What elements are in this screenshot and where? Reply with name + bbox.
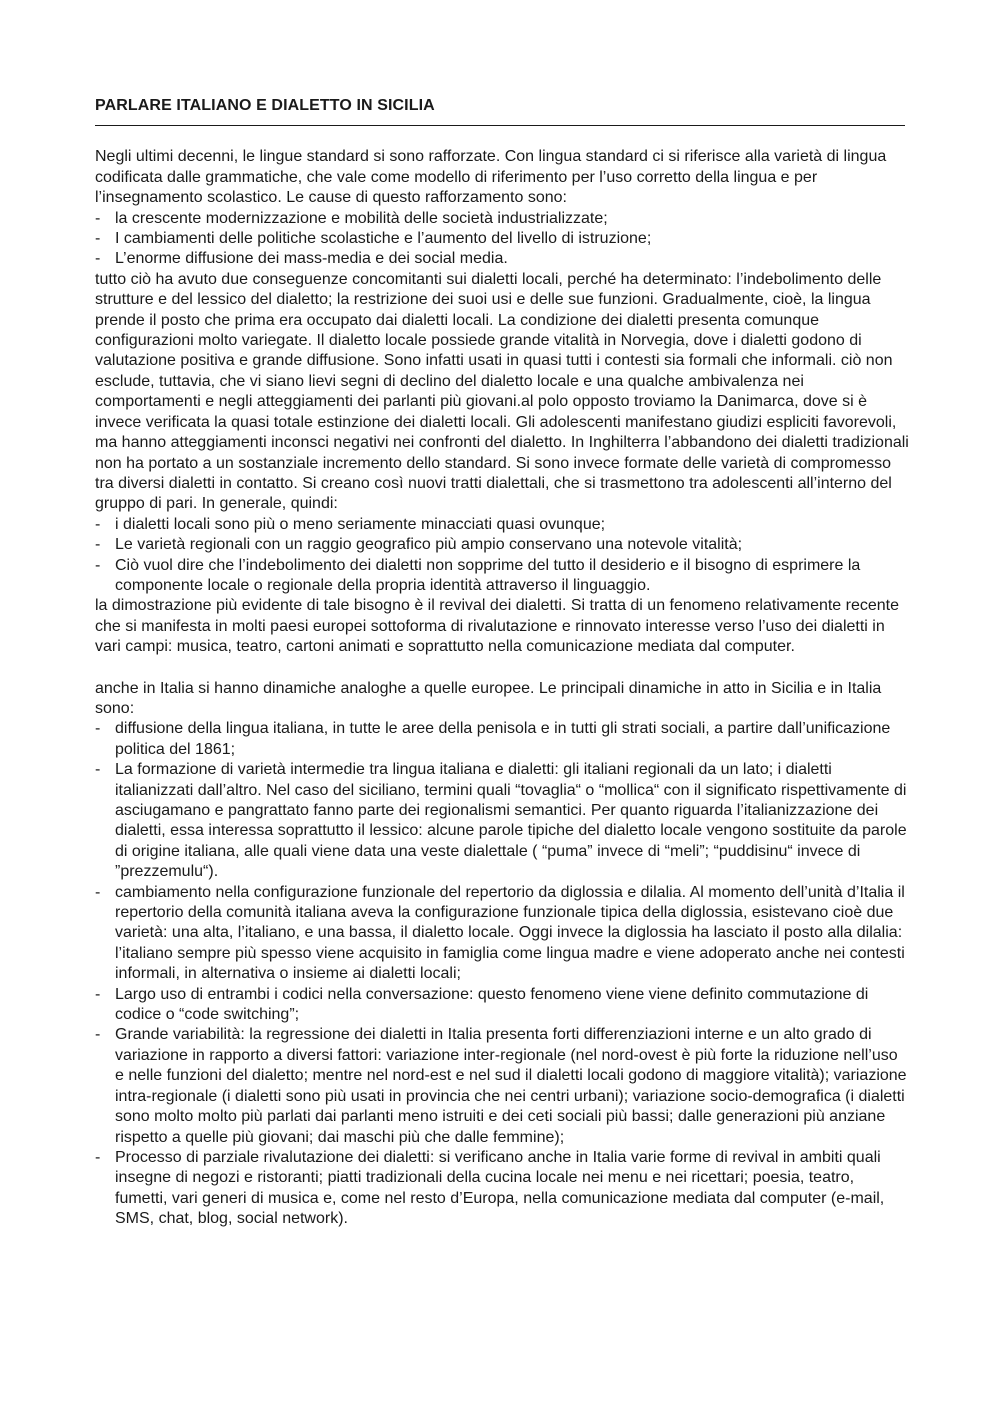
document-page <box>95 96 910 1230</box>
list-item <box>95 985 910 1026</box>
italy-intro-paragraph: anche in Italia si hanno dinamiche analoghe a quelle europee. Le principali dinamiche in atto in Sicilia e in Italia sono: <box>95 679 882 717</box>
revival-paragraph: la dimostrazione più evidente di tale bisogno è il revival dei dialetti. Si tratta di un fenomeno relativamente recente che si manifesta in molti paesi europei sottoforma di rivalutazione e rinnovato interesse verso l’uso dei dialetti in vari campi: musica, teatro, cartoni animati e soprattutto nella comunicazione mediata dal computer. <box>95 597 900 656</box>
bullet-dash: - <box>95 536 101 554</box>
list-item <box>95 535 910 555</box>
bullet-dash: - <box>95 1148 101 1166</box>
bullet-dash: - <box>95 1026 101 1044</box>
intro-paragraph: Negli ultimi decenni, le lingue standard si sono rafforzate. Con lingua standard ci si riferisce alla varietà di lingua codificata dalle grammatiche, che vale come modello di riferimento per l’uso corretto della lingua e per l’insegnamento scolastico. Le cause di questo rafforzamento sono: <box>95 148 887 207</box>
list-item-text: I cambiamenti delle politiche scolastiche e l’aumento del livello di istruzione; <box>115 230 652 248</box>
list-item <box>95 209 910 229</box>
consequences-paragraph: tutto ciò ha avuto due conseguenze concomitanti sui dialetti locali, perché ha determinato: l’indebolimento delle strutture e del lessico del dialetto; la restrizione dei suoi usi e delle sue funzioni. Gradualmente, cioè, la lingua prende il posto che prima era occupato dai dialetti locali. La condizione dei dialetti presenta comunque configurazioni molto variegate. Il dialetto locale possiede grande vitalità in Norvegia, dove i dialetti godono di valutazione positiva e grande diffusione. Sono infatti usati in quasi tutti i contesti sia formali che informali. ciò non esclude, tuttavia, che vi siano lievi segni di declino del dialetto locale e una qualche ambivalenza nei comportamenti e negli atteggiamenti dei parlanti più giovani.al polo opposto troviamo la Danimarca, dove si è invece verificata la quasi totale estinzione dei dialetti locali. Gli adolescenti manifestano giudizi espliciti favorevoli, ma hanno atteggiamenti inconsci negativi nei confronti del dialetto. In Inghilterra l’abbandono dei dialetti tradizionali non ha portato a un sostanziale incremento dello standard. Si sono invece formate delle varietà di compromesso tra diversi dialetti in contatto. Si creano così nuovi tratti dialettali, che si trasmettono tra adolescenti all’interno del gruppo di pari. In generale, quindi: <box>95 270 909 513</box>
page-title: PARLARE ITALIANO E DIALETTO IN SICILIA <box>95 97 435 114</box>
bullet-dash: - <box>95 250 101 268</box>
list-item-text: L’enorme diffusione dei mass-media e dei social media. <box>115 250 508 268</box>
italy-points-list <box>95 719 910 1229</box>
general-points-list <box>95 515 910 597</box>
bullet-dash: - <box>95 556 101 574</box>
bullet-dash: - <box>95 985 101 1003</box>
list-item-text: la crescente modernizzazione e mobilità delle società industrializzate; <box>115 209 608 227</box>
title-divider <box>95 125 905 126</box>
list-item <box>95 249 910 269</box>
bullet-dash: - <box>95 883 101 901</box>
list-item <box>95 883 910 985</box>
list-item <box>95 229 910 249</box>
bullet-dash: - <box>95 761 101 779</box>
list-item-text: Grande variabilità: la regressione dei dialetti in Italia presenta forti differenziazioni interne e un alto grado di variazione in rapporto a diversi fattori: variazione inter-regionale (nel nord-ovest è più forte la riduzione nell’uso e nelle funzioni del dialetto; mentre nel nord-est e nel sud il dialetti locali godono di maggiore vitalità); variazione intra-regionale (i dialetti sono più usati in provincia che nei centri urbani); variazione socio-demografica (i dialetti sono molto molto più parlati dai parlanti meno istruiti e dei ceti sociali più bassi; dalle generazioni più anziane rispetto a quelle più giovani; dai maschi più che dalle femmine); <box>115 1026 907 1146</box>
list-item <box>95 556 910 597</box>
list-item <box>95 1148 910 1230</box>
bullet-dash: - <box>95 230 101 248</box>
list-item-text: Processo di parziale rivalutazione dei dialetti: si verificano anche in Italia varie forme di revival in ambiti quali insegne di negozi e ristoranti; piatti tradizionali della cucina locale nei menu e nei ricettari; poesia, teatro, fumetti, vari generi di musica e, come nel resto d’Europa, nella comunicazione mediata dal computer (e-mail, SMS, chat, blog, social network). <box>115 1148 885 1228</box>
list-item <box>95 1025 910 1147</box>
bullet-dash: - <box>95 720 101 738</box>
list-item <box>95 719 910 760</box>
list-item-text: cambiamento nella configurazione funzionale del repertorio da diglossia e dilalia. Al momento dell’unità d’Italia il repertorio della comunità italiana aveva la configurazione funzionale tipica della diglossia, esistevano cioè due varietà: una alta, l’italiano, e una bassa, il dialetto locale. Oggi invece la diglossia ha lasciato il posto alla dilalia: l’italiano sempre più spesso viene acquisito in famiglia come lingua madre e viene adoperato anche nei contesti informali, in alternativa o insieme ai dialetti locali; <box>115 883 905 983</box>
list-item <box>95 760 910 882</box>
bullet-dash: - <box>95 209 101 227</box>
list-item-text: diffusione della lingua italiana, in tutte le aree della penisola e in tutti gli strati sociali, a partire dall’unificazione politica del 1861; <box>115 720 891 758</box>
paragraph-gap <box>95 658 910 679</box>
list-item <box>95 515 910 535</box>
causes-list <box>95 209 910 270</box>
list-item-text: Le varietà regionali con un raggio geografico più ampio conservano una notevole vitalità; <box>115 536 743 554</box>
list-item-text: La formazione di varietà intermedie tra lingua italiana e dialetti: gli italiani regionali da un lato; i dialetti italianizzati dall’altro. Nel caso del siciliano, termini quali “tovaglia“ o “mollica“ con il significato rispettivamente di asciugamano e pangrattato fanno parte dei regionalismi semantici. Per quanto riguarda l’italianizzazione dei dialetti, essa interessa soprattutto il lessico: alcune parole tipiche del dialetto locale vengono sostituite da parole di origine italiana, alle quali viene data una veste dialettale ( “puma” invece di “meli”; “puddisinu“ invece di ”prezzemulu“). <box>115 761 907 881</box>
list-item-text: Ciò vuol dire che l’indebolimento dei dialetti non sopprime del tutto il desiderio e il bisogno di esprimere la componente locale o regionale della propria identità attraverso il linguaggio. <box>115 556 861 594</box>
list-item-text: i dialetti locali sono più o meno seriamente minacciati quasi ovunque; <box>115 515 606 533</box>
bullet-dash: - <box>95 515 101 533</box>
list-item-text: Largo uso di entrambi i codici nella conversazione: questo fenomeno viene viene definito commutazione di codice o “code switching”; <box>115 985 869 1024</box>
